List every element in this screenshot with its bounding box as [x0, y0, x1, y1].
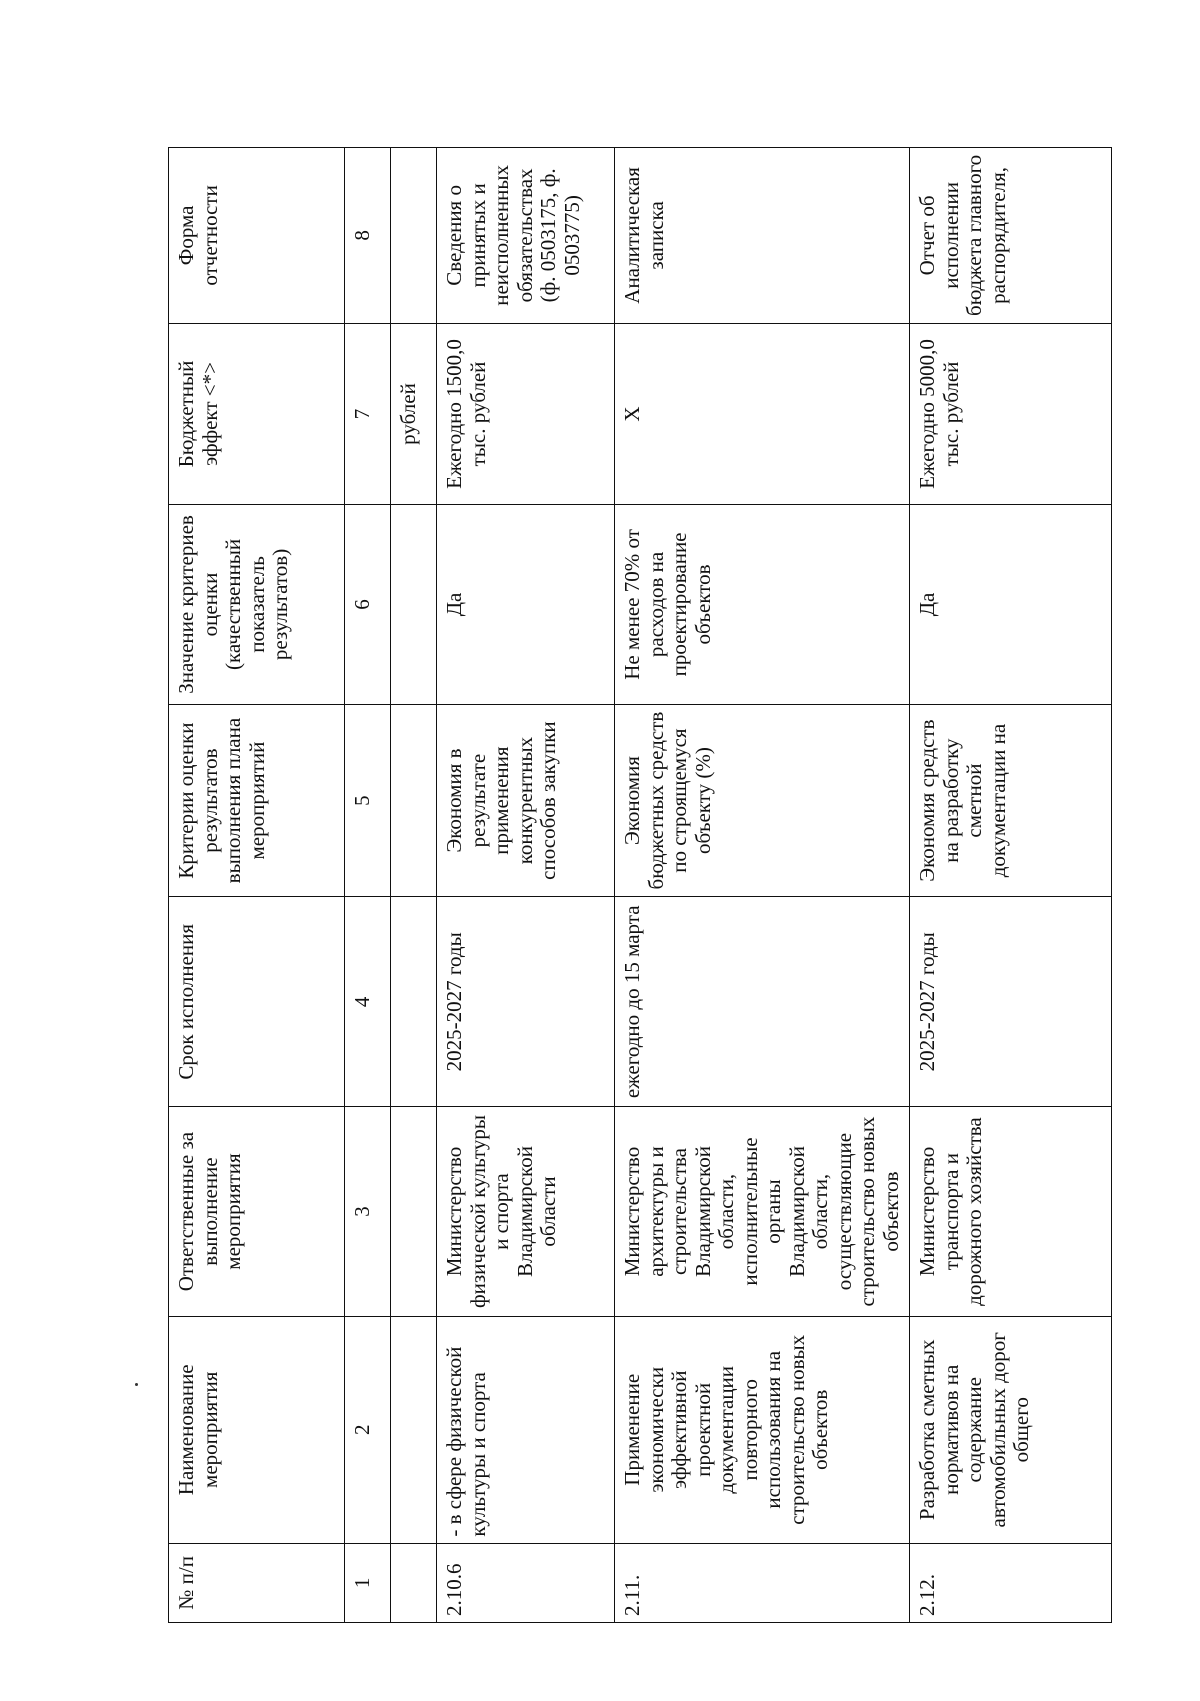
table-row	[615, 148, 910, 1623]
header-report: Форма отчетности	[169, 148, 345, 324]
header-responsible: Ответственные за выполнение мероприятия	[169, 1107, 345, 1317]
column-number-row	[345, 148, 391, 1623]
row-criteria: Экономия в результате применения конкурентных способов закупки	[437, 704, 615, 897]
continuation-cell	[391, 148, 437, 324]
continuation-cell: рублей	[391, 323, 437, 504]
header-value: Значение критериев оценки (качественный показатель результатов)	[169, 505, 345, 705]
row-name: - в сфере физической культуры и спорта	[437, 1316, 615, 1543]
column-number: 2	[345, 1316, 391, 1543]
continuation-row	[391, 148, 437, 1623]
continuation-cell	[391, 897, 437, 1107]
column-number: 1	[345, 1543, 391, 1622]
row-deadline: ежегодно до 15 марта	[615, 897, 910, 1107]
row-report: Отчет об исполнении бюджета главного распорядителя,	[910, 148, 1112, 324]
header-effect: Бюджетный эффект <*>	[169, 323, 345, 504]
continuation-cell	[391, 1316, 437, 1543]
header-number: № п/п	[169, 1543, 345, 1622]
activities-table	[168, 147, 1112, 1623]
row-effect: Ежегодно 1500,0 тыс. рублей	[437, 323, 615, 504]
rotated-table-container	[168, 147, 1052, 1623]
header-name: Наименование мероприятия	[169, 1316, 345, 1543]
table-row	[910, 148, 1112, 1623]
row-deadline: 2025-2027 годы	[910, 897, 1112, 1107]
table-row	[437, 148, 615, 1623]
column-number: 6	[345, 505, 391, 705]
column-number: 8	[345, 148, 391, 324]
header-deadline: Срок исполнения	[169, 897, 345, 1107]
continuation-cell	[391, 704, 437, 897]
column-number: 3	[345, 1107, 391, 1317]
row-effect: Ежегодно 5000,0 тыс. рублей	[910, 323, 1112, 504]
row-responsible: Министерство транспорта и дорожного хозяйства	[910, 1107, 1112, 1317]
column-number: 5	[345, 704, 391, 897]
column-number: 7	[345, 323, 391, 504]
row-value: Не менее 70% от расходов на проектирование объектов	[615, 505, 910, 705]
header-criteria: Критерии оценки результатов выполнения плана мероприятий	[169, 704, 345, 897]
column-number: 4	[345, 897, 391, 1107]
row-effect: Х	[615, 323, 910, 504]
table-header-row	[169, 148, 345, 1623]
row-name: Разработка сметных нормативов на содержание автомобильных дорог общего	[910, 1316, 1112, 1543]
row-number: 2.10.6	[437, 1543, 615, 1622]
row-number: 2.11.	[615, 1543, 910, 1622]
continuation-cell	[391, 1543, 437, 1622]
row-criteria: Экономия средств на разработку сметной документации на	[910, 704, 1112, 897]
row-criteria: Экономия бюджетных средств по строящемуся объекту (%)	[615, 704, 910, 897]
row-deadline: 2025-2027 годы	[437, 897, 615, 1107]
row-value: Да	[437, 505, 615, 705]
row-responsible: Министерство физической культуры и спорта Владимирской области	[437, 1107, 615, 1317]
row-report: Сведения о принятых и неисполненных обязательствах (ф. 0503175, ф. 0503775)	[437, 148, 615, 324]
scan-speck	[135, 1383, 138, 1386]
continuation-cell	[391, 505, 437, 705]
row-responsible: Министерство архитектуры и строительства Владимирской области, исполнительные органы Владимирской области, осуществляющие строительство новых объектов	[615, 1107, 910, 1317]
row-name: Применение экономически эффективной проектной документации повторного использования на строительство новых объектов	[615, 1316, 910, 1543]
row-number: 2.12.	[910, 1543, 1112, 1622]
row-value: Да	[910, 505, 1112, 705]
row-report: Аналитическая записка	[615, 148, 910, 324]
continuation-cell	[391, 1107, 437, 1317]
